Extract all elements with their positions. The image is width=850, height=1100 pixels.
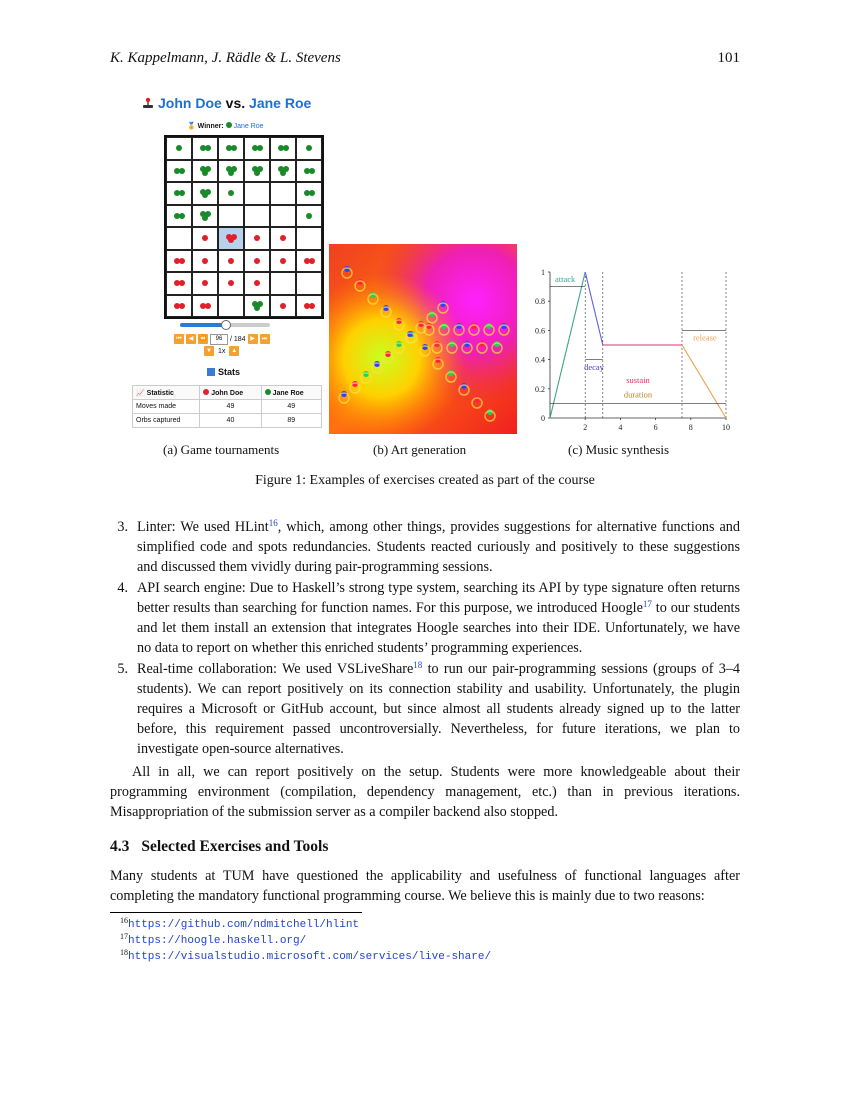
replay-controls (174, 333, 270, 345)
green-orb (176, 145, 182, 151)
board-cell[interactable] (244, 182, 270, 205)
stats-header-p1: John Doe (200, 386, 261, 400)
red-dot-icon (203, 389, 209, 395)
board-cell[interactable] (270, 205, 296, 228)
winner-name[interactable]: Jane Roe (233, 123, 264, 130)
stats-header-statistic: 📈 Statistic (133, 386, 200, 400)
annotation-release: release (693, 332, 717, 343)
board-cell[interactable] (192, 137, 218, 160)
caption-a: (a) Game tournaments (163, 442, 280, 457)
running-header-authors: K. Kappelmann, J. Rädle & L. Stevens (110, 50, 341, 66)
green-dot-icon (265, 389, 271, 395)
red-orb (309, 258, 315, 264)
green-dot-icon (226, 122, 232, 128)
board-cell[interactable] (244, 205, 270, 228)
board-cell[interactable] (166, 272, 192, 295)
footnotes (120, 917, 491, 965)
stats-title: Stats (207, 367, 240, 377)
x-tick-label: 8 (688, 423, 693, 432)
series-line-attack (550, 272, 585, 418)
green-orb (202, 192, 208, 198)
board-cell[interactable] (244, 250, 270, 273)
red-orb (254, 280, 260, 286)
board-cell[interactable] (218, 227, 244, 250)
red-orb (202, 280, 208, 286)
green-orb (257, 145, 263, 151)
stat-p2: 49 (261, 400, 321, 414)
art-image (329, 244, 517, 434)
board-cell[interactable] (192, 227, 218, 250)
x-tick-label: 6 (653, 423, 658, 432)
board-cell[interactable] (244, 227, 270, 250)
medal-icon: 🏅 (187, 123, 196, 130)
board-cell[interactable] (166, 205, 192, 228)
board-cell[interactable] (244, 160, 270, 183)
board-cell[interactable] (192, 295, 218, 318)
stats-header-p2: Jane Roe (261, 386, 321, 400)
game-title (142, 95, 311, 111)
green-orb (306, 213, 312, 219)
annotation-duration: duration (623, 389, 653, 400)
board-cell[interactable] (192, 205, 218, 228)
board-cell[interactable] (166, 182, 192, 205)
board-cell[interactable] (218, 182, 244, 205)
green-orb (306, 145, 312, 151)
footnote-rule (110, 912, 362, 913)
series-line-decay (585, 272, 603, 345)
board-cell[interactable] (166, 295, 192, 318)
board-cell[interactable] (192, 250, 218, 273)
red-orb (280, 235, 286, 241)
first-step-icon[interactable]: ⏮ (174, 334, 184, 344)
figure-game-tournament (132, 95, 324, 440)
x-tick-label: 10 (722, 423, 730, 432)
paragraph: All in all, we can report positively on the setup. Students were more knowledgeable about their programming environment (compilation, dependency management, etc.) than in previous iterations. Misappropriation of the submission server as a compiler backend also stopped. (110, 764, 740, 820)
green-orb (205, 145, 211, 151)
versus-label: vs. (225, 95, 246, 111)
page-number: 101 (717, 50, 740, 66)
board-cell[interactable] (218, 205, 244, 228)
enumerated-list (110, 517, 740, 760)
footnote-ref[interactable]: 17 (642, 599, 652, 609)
red-orb (254, 258, 260, 264)
footnote-ref[interactable]: 16 (268, 518, 278, 528)
board-cell[interactable] (166, 250, 192, 273)
red-orb (280, 258, 286, 264)
list-item: 3. Linter: We used HLint$^{16}$, which, among other things, provides suggestions for alternative functions and simplified code and spots redundancies. Students reacted curiously and positively to these suggestions and discussed them vividly during pair-programming sessions. (117, 518, 740, 575)
red-orb (205, 303, 211, 309)
board-cell[interactable] (270, 272, 296, 295)
board-cell[interactable] (218, 160, 244, 183)
board-cell[interactable] (270, 250, 296, 273)
green-orb (280, 170, 286, 176)
stat-p2: 89 (261, 414, 321, 428)
speed-controls (204, 346, 239, 356)
green-orb (309, 190, 315, 196)
replay-slider-knob[interactable] (221, 320, 231, 330)
red-orb (228, 237, 234, 243)
green-orb (179, 190, 185, 196)
red-orb (202, 258, 208, 264)
board-cell[interactable] (270, 160, 296, 183)
board-cell[interactable] (296, 137, 322, 160)
board-cell[interactable] (296, 205, 322, 228)
stat-label: Orbs captured (133, 414, 200, 428)
red-orb (228, 280, 234, 286)
green-orb (228, 190, 234, 196)
board-cell[interactable] (296, 227, 322, 250)
y-tick-label: 0.8 (535, 297, 545, 307)
step-input[interactable]: 96 (210, 334, 228, 345)
trend-icon: 📈 (136, 389, 145, 397)
red-orb (179, 258, 185, 264)
red-orb (228, 258, 234, 264)
stat-p1: 40 (200, 414, 261, 428)
adsr-chart (528, 262, 738, 437)
board-cell[interactable] (296, 295, 322, 318)
x-tick-label: 2 (583, 423, 588, 432)
annotation-sustain: sustain (626, 374, 650, 385)
footnote: $^{17}$https://hoogle.haskell.org/ (120, 932, 307, 947)
board-cell[interactable] (296, 272, 322, 295)
green-orb (179, 213, 185, 219)
board-cell[interactable] (218, 250, 244, 273)
footnote: $^{18}$https://visualstudio.microsoft.com/services/live-share/ (120, 948, 492, 963)
green-orb (179, 168, 185, 174)
board-cell[interactable] (218, 295, 244, 318)
board-cell[interactable] (218, 137, 244, 160)
board-cell[interactable] (192, 182, 218, 205)
y-tick-label: 0.4 (535, 355, 545, 365)
chart-icon (207, 368, 215, 376)
joystick-icon (142, 97, 154, 109)
board-cell[interactable] (192, 160, 218, 183)
board-cell[interactable] (296, 160, 322, 183)
faster-icon[interactable]: ▲ (229, 346, 239, 356)
board-cell[interactable] (244, 295, 270, 318)
step-forward-icon[interactable]: ▶ (248, 334, 258, 344)
green-orb (202, 215, 208, 221)
y-tick-label: 0.2 (535, 384, 545, 394)
green-orb (202, 170, 208, 176)
replay-slider[interactable] (180, 323, 270, 327)
caption-c: (c) Music synthesis (568, 442, 670, 457)
board-cell[interactable] (218, 272, 244, 295)
stat-p1: 49 (200, 400, 261, 414)
player-1-name[interactable]: John Doe (158, 95, 222, 111)
board-cell[interactable] (166, 227, 192, 250)
annotation-decay: decay (584, 361, 604, 372)
footnote: $^{16}$https://github.com/ndmitchell/hlint (120, 916, 360, 931)
last-step-icon[interactable]: ⏭ (260, 334, 270, 344)
board-cell[interactable] (244, 137, 270, 160)
list-item: 4. API search engine: Due to Haskell’s strong type system, searching its API by type signature often returns better results than searching for function names. For this purpose, we introduced Hoogle$^{17}$ to our students and let them install an extension that integrates Hoogle searches into their IDE. Unfortunately, we have no data to report on whether this enriched students’ programming experiences. (117, 580, 741, 656)
table-row (133, 400, 322, 414)
red-orb (309, 303, 315, 309)
slower-icon[interactable]: ▼ (204, 346, 214, 356)
green-orb (228, 170, 234, 176)
list-item: 5. Real-time collaboration: We used VSLiveShare$^{18}$ to run our pair-programming sessions (groups of 3–4 students). We can report positively on its connection stability and usability. Unfortunately, the plugin requires a Microsoft or GitHub account, but since almost all students already signed up to the latter before, this requirement passed uncontroversially. Nevertheless, for future iterations, we plan to investigate open-source alternatives. (117, 660, 740, 757)
green-orb (283, 145, 289, 151)
figure-music-synthesis (528, 262, 738, 437)
y-tick-label: 1 (541, 268, 545, 277)
table-row (133, 414, 322, 428)
game-board[interactable] (164, 135, 324, 319)
board-cell[interactable] (244, 272, 270, 295)
footnote-link[interactable]: https://github.com/ndmitchell/hlint (128, 919, 360, 931)
red-orb (254, 235, 260, 241)
board-cell[interactable] (270, 295, 296, 318)
y-tick-label: 0.6 (535, 326, 545, 336)
footnote-ref[interactable]: 18 (413, 660, 423, 670)
red-orb (179, 303, 185, 309)
green-orb (254, 305, 260, 311)
step-back-icon[interactable]: ◀ (186, 334, 196, 344)
stat-label: Moves made (133, 400, 200, 414)
board-cell[interactable] (270, 182, 296, 205)
board-cell[interactable] (192, 272, 218, 295)
board-cell[interactable] (270, 227, 296, 250)
caption-b: (b) Art generation (373, 442, 467, 457)
stats-table (132, 385, 322, 428)
player-2-name[interactable]: Jane Roe (249, 95, 312, 111)
figure-art-generation (329, 244, 517, 434)
red-orb (280, 303, 286, 309)
y-tick-label: 0 (541, 414, 545, 423)
x-tick-label: 4 (618, 423, 623, 432)
step-total: / 184 (230, 335, 246, 343)
red-orb (202, 235, 208, 241)
board-cell[interactable] (166, 137, 192, 160)
figure-caption: Figure 1: Examples of exercises created as part of the course (255, 473, 595, 488)
stats-header-row (133, 386, 322, 400)
board-cell[interactable] (270, 137, 296, 160)
board-cell[interactable] (296, 182, 322, 205)
play-back-icon[interactable]: ⏪ (199, 336, 207, 342)
board-cell[interactable] (166, 160, 192, 183)
green-orb (231, 145, 237, 151)
red-orb (179, 280, 185, 286)
series-line-release (682, 345, 726, 418)
paragraph: Many students at TUM have questioned the applicability and usefulness of functional languages after completing the mandatory functional programming course. We believe this is mainly due to two reasons: (110, 868, 740, 904)
annotation-attack: attack (555, 274, 576, 285)
footnote-link[interactable]: https://hoogle.haskell.org/ (128, 935, 307, 947)
winner-line (187, 122, 264, 130)
board-cell[interactable] (296, 250, 322, 273)
speed-value: 1x (218, 347, 226, 355)
replay-slider-fill (180, 323, 225, 327)
green-orb (309, 168, 315, 174)
winner-label: Winner: (197, 123, 224, 130)
footnote-link[interactable]: https://visualstudio.microsoft.com/services/live-share/ (128, 951, 492, 963)
section-heading: 4.3 Selected Exercises and Tools (110, 838, 329, 855)
green-orb (254, 170, 260, 176)
